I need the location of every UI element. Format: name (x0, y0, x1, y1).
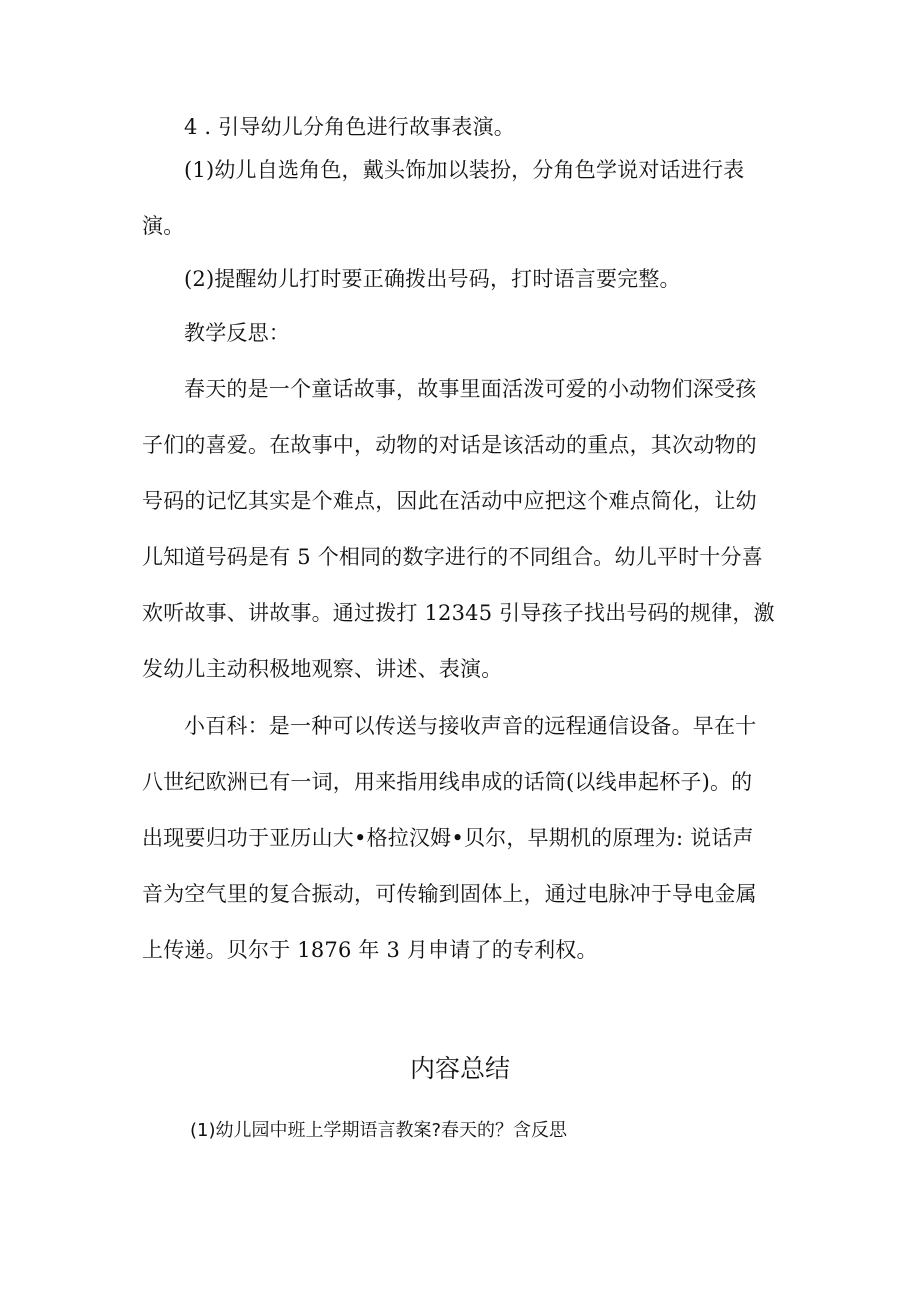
summary-title: 内容总结 (409, 1054, 510, 1083)
encyclopedia-line-4: 音为空气里的复合振动，可传输到固体上，通过电脉冲于导电金属 (142, 882, 757, 906)
step-4-item-2: (2)提醒幼儿打时要正确拨出号码，打时语言要完整。 (184, 267, 681, 291)
encyclopedia-line-2: 八世纪欧洲已有一词，用来指用线串成的话筒(以线串起杯子)。的 (142, 770, 753, 794)
encyclopedia-line-5: 上传递。贝尔于 1876 年 3 月申请了的专利权。 (142, 938, 598, 962)
reflection-line-1: 春天的是一个童话故事，故事里面活泼可爱的小动物们深受孩 (184, 377, 757, 401)
step-4-item-1-cont: 演。 (142, 214, 185, 238)
reflection-line-2: 子们的喜爱。在故事中，动物的对话是该活动的重点，其次动物的 (142, 433, 757, 457)
reflection-line-5: 欢听故事、讲故事。通过拨打 12345 引导孩子找出号码的规律，激 (142, 601, 775, 625)
reflection-heading: 教学反思： (184, 321, 290, 345)
summary-item: (1)幼儿园中班上学期语言教案?春天的？含反思 (190, 1120, 568, 1141)
reflection-line-6: 发幼儿主动积极地观察、讲述、表演。 (142, 657, 503, 681)
reflection-line-4: 儿知道号码是有 5 个相同的数字进行的不同组合。幼儿平时十分喜 (142, 545, 763, 569)
step-4-heading: 4 . 引导幼儿分角色进行故事表演。 (184, 115, 515, 139)
reflection-line-3: 号码的记忆其实是个难点，因此在活动中应把这个难点简化，让幼 (142, 489, 757, 513)
encyclopedia-line-3: 出现要归功于亚历山大•格拉汉姆•贝尔，早期机的原理为: 说话声 (142, 826, 754, 850)
encyclopedia-line-1: 小百科：是一种可以传送与接收声音的远程通信设备。早在十 (184, 714, 757, 738)
step-4-item-1: (1)幼儿自选角色，戴头饰加以装扮，分角色学说对话进行表 (184, 158, 745, 182)
